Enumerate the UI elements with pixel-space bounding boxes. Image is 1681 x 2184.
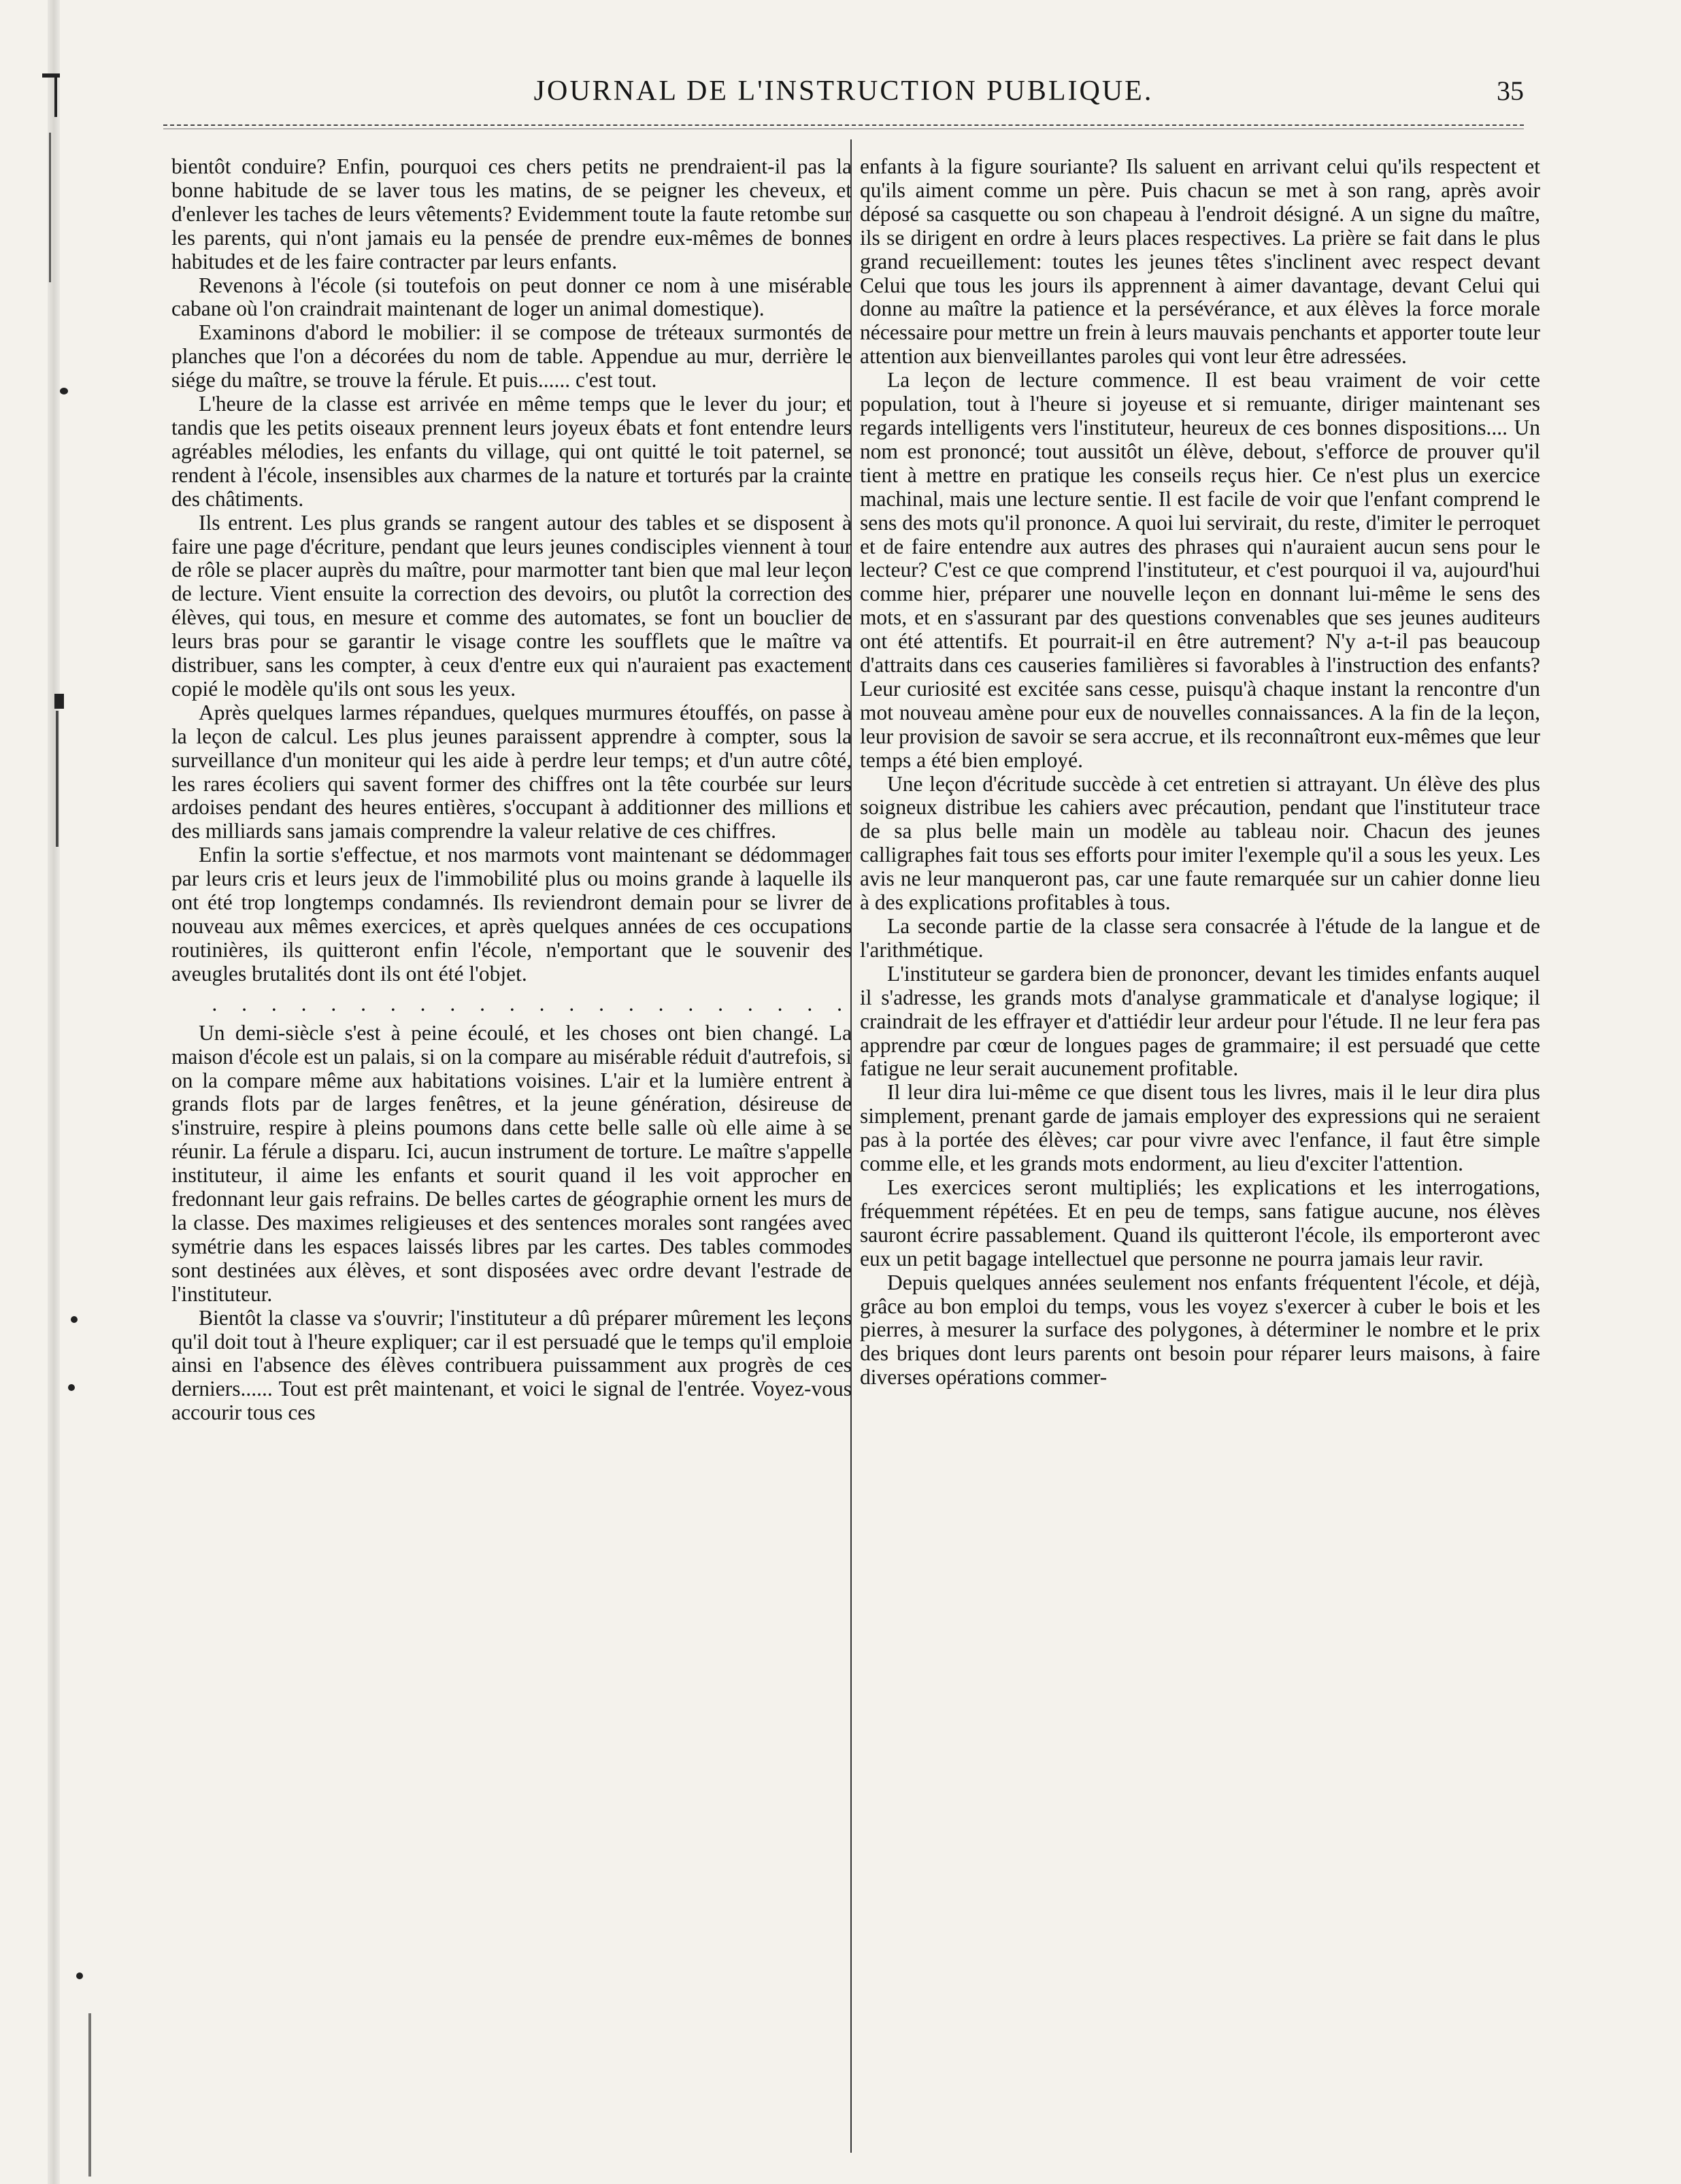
page-header — [163, 75, 1524, 116]
margin-ink-mark — [54, 76, 57, 117]
margin-ink-mark — [56, 711, 59, 847]
paragraph: Un demi-siècle s'est à peine écoulé, et les choses ont bien changé. La maison d'école est un palais, si on la compare au misérable réduit d'autrefois, si on la compare même aux habitations voisines. L'air et la lumière entrent à grands flots par de larges fenêtres, et la jeune génération, désireuse de s'instruire, respire à pleins poumons dans cette belle salle où elle aime à se réunir. La férule a disparu. Ici, aucun instrument de torture. Le maître s'appelle instituteur, il aime les enfants et sourit quand il les voit approcher en fredonnant leur gais refrains. De belles cartes de géographie ornent les murs de la classe. Des maximes religieuses et des sentences morales sont rangées avec symétrie dans les espaces laissés libres par les cartes. Des tables commodes sont destinées aux élèves, et sont disposées avec ordre devant l'estrade de l'instituteur. — [171, 1020, 852, 1306]
binding-edge — [48, 0, 60, 2184]
margin-ink-mark — [49, 133, 51, 282]
margin-ink-mark — [71, 1316, 78, 1323]
paragraph: Ils entrent. Les plus grands se rangent autour des tables et se disposent à faire une page d'écriture, pendant que leurs jeunes condisciples viennent à tour de rôle se placer auprès du maître, pour marmotter tant bien que mal leur leçon de lecture. Vient ensuite la correction des devoirs, ou plutôt la correction des élèves, qui tous, en mesure et comme des automates, se font un bouclier de leurs bras pour se garantir le visage contre les soufflets que le maître va distribuer, sans les compter, à ceux d'entre eux qui n'auraient pas exactement copié le modèle qu'ils ont sous les yeux. — [171, 510, 852, 701]
paragraph: Enfin la sortie s'effectue, et nos marmots vont maintenant se dédommager par leurs cris et leurs jeux de l'immobilité plus ou moins grande à laquelle ils ont été trop longtemps condamnés. Ils reviendront demain pour se livrer de nouveau aux mêmes exercices, et après quelques années de ces occupations routinières, ils quitteront enfin l'école, n'emportant que le souvenir des aveugles brutalités dont ils ont été l'objet. — [171, 843, 852, 986]
paragraph: Revenons à l'école (si toutefois on peut donner ce nom à une misérable cabane où l'on craindrait maintenant de loger un animal domestique). — [171, 273, 852, 321]
margin-ink-mark — [88, 2013, 91, 2177]
margin-ink-mark — [60, 388, 68, 394]
paragraph: Bientôt la classe va s'ouvrir; l'instituteur a dû préparer mûrement les leçons qu'il doit tout à l'heure expliquer; car il est persuadé que le temps qu'il emploie ainsi en l'absence des élèves contribuera puissamment aux progrès de ces derniers...... Tout est prêt maintenant, et voici le signal de l'entrée. Voyez-vous accourir tous ces — [171, 1305, 852, 1425]
paragraph: La seconde partie de la classe sera consacrée à l'étude de la langue et de l'arithmétique. — [860, 914, 1540, 962]
paragraph: enfants à la figure souriante? Ils saluent en arrivant celui qu'ils respectent et qu'ils aiment comme un père. Puis chacun se met à son rang, après avoir déposé sa casquette ou son chapeau à l'endroit désigné. A un signe du maître, ils se dirigent en ordre à leurs places respectives. La prière se fait dans le plus grand recueillement: toutes les jeunes têtes s'inclinent avec respect devant Celui que tous les jours ils apprennent à aimer davantage, devant Celui qui donne au maître la patience et la persévérance, et aux élèves la force morale nécessaire pour mettre un frein à leurs mauvais penchants et apporter toute leur attention aux bienveillantes paroles qui vont leur être adressées. — [860, 154, 1540, 369]
section-break-dots: . . . . . . . . . . . . . . . . . . . . . . — [212, 991, 852, 1015]
paragraph: Il leur dira lui-même ce que disent tous les livres, mais il le leur dira plus simplement, prenant garde de jamais employer des expressions qui ne seraient pas à la portée des élèves; car pour vivre avec l'enfance, il faut être simple comme elle, et les grands mots endorment, au lieu d'exciter l'attention. — [860, 1080, 1540, 1176]
margin-ink-mark — [42, 73, 60, 78]
header-rule — [163, 124, 1524, 129]
paragraph: Examinons d'abord le mobilier: il se compose de tréteaux surmontés de planches que l'on a décorées du nom de table. Appendue au mur, derrière le siége du maître, se trouve la férule. Et puis...... c'est tout. — [171, 320, 852, 392]
margin-ink-mark — [54, 694, 64, 709]
paragraph: La leçon de lecture commence. Il est beau vraiment de voir cette population, tout à l'heure si joyeuse et si remuante, diriger maintenant ses regards intelligents vers l'instituteur, heureux de ces bonnes dispositions.... Un nom est prononcé; tout aussitôt un élève, debout, s'efforce de prouver qu'il tient à mettre en pratique les conseils reçus hier. Ce n'est plus un exercice machinal, mais une lecture sentie. Il est facile de voir que l'enfant comprend le sens des mots qu'il prononce. A quoi lui servirait, du reste, d'imiter le perroquet et de faire entendre aux autres des phrases qui n'auraient aucun sens pour le lecteur? C'est ce que comprend l'instituteur, et c'est pourquoi il va, aujourd'hui comme hier, préparer une nouvelle leçon en donnant lui-même le sens des mots, et en s'assurant par des questions convenables que ses jeunes auditeurs ont été attentifs. Et pourrait-il en être autrement? N'y a-t-il pas beaucoup d'attraits dans ces causeries familières si favorables à l'instruction des enfants? Leur curiosité est excitée sans cesse, puisqu'à chaque instant la rencontre d'un mot nouveau amène pour eux de nouvelles connaissances. A la fin de la leçon, leur provision de savoir se sera accrue, et ils reconnaîtront eux-mêmes que leur temps a été bien employé. — [860, 368, 1540, 772]
paragraph: L'instituteur se gardera bien de prononcer, devant les timides enfants auquel il s'adresse, les grands mots d'analyse grammaticale et d'analyse logique; il craindrait de les effrayer et d'attiédir leur ardeur pour l'étude. Il ne leur fera pas apprendre par cœur de longues pages de grammaire; il est persuadé que cette fatigue ne leur serait aucunement profitable. — [860, 961, 1540, 1081]
paragraph: Une leçon d'écritude succède à cet entretien si attrayant. Un élève des plus soigneux distribue les cahiers avec précaution, pendant que l'instituteur trace de sa plus belle main un modèle au tableau noir. Chacun des jeunes calligraphes fait tous ses efforts pour imiter l'exemple qu'il a sous les yeux. Les avis ne leur manqueront pas, car une faute remarquée sur un cahier donne lieu à des explications profitables à tous. — [860, 771, 1540, 915]
paragraph: Après quelques larmes répandues, quelques murmures étouffés, on passe à la leçon de calcul. Les plus jeunes paraissent apprendre à compter, sous la surveillance d'un moniteur qui les aide à perdre leur temps; et d'un autre côté, les rares écoliers qui savent former des chiffres ont la tête courbée sur leurs ardoises pendant des heures entières, s'occupant à additionner des millions et des milliards sans jamais comprendre la valeur relative de ces chiffres. — [171, 700, 852, 843]
margin-ink-mark — [76, 1972, 83, 1979]
paragraph: bientôt conduire? Enfin, pourquoi ces chers petits ne prendraient-il pas la bonne habitude de se laver tous les matins, de se peigner les cheveux, et d'enlever les taches de leurs vêtements? Evidemment toute la faute retombe sur les parents, qui n'ont jamais eu la pensée de prendre eux-mêmes de bonnes habitudes et de les faire contracter par leurs enfants. — [171, 154, 852, 273]
paragraph: Les exercices seront multipliés; les explications et les interrogations, fréquemment répétées. Et en peu de temps, sans fatigue aucune, nos élèves sauront écrire passablement. Quand ils quitteront l'école, ils emporteront avec eux un petit bagage intellectuel que personne ne pourra jamais leur ravir. — [860, 1175, 1540, 1271]
paragraph: Depuis quelques années seulement nos enfants fréquentent l'école, et déjà, grâce au bon emploi du temps, vous les voyez s'exercer à cuber le bois et les pierres, à mesurer la surface des polygones, à déterminer le nombre et le prix des briques dont leurs parents ont besoin pour réparer leurs maisons, à faire diverses opérations commer- — [860, 1270, 1540, 1390]
page-number: 35 — [1497, 75, 1524, 106]
left-column — [171, 155, 852, 1425]
margin-ink-mark — [68, 1384, 75, 1391]
journal-title: JOURNAL DE L'INSTRUCTION PUBLIQUE. — [533, 75, 1154, 107]
right-column — [860, 155, 1540, 1390]
paragraph: L'heure de la classe est arrivée en même temps que le lever du jour; et tandis que les petits oiseaux prennent leurs joyeux ébats et font entendre leurs agréables mélodies, les enfants du village, qui ont quitté le toit paternel, se rendent à l'école, insensibles aux charmes de la nature et torturés par la crainte des châtiments. — [171, 392, 852, 511]
